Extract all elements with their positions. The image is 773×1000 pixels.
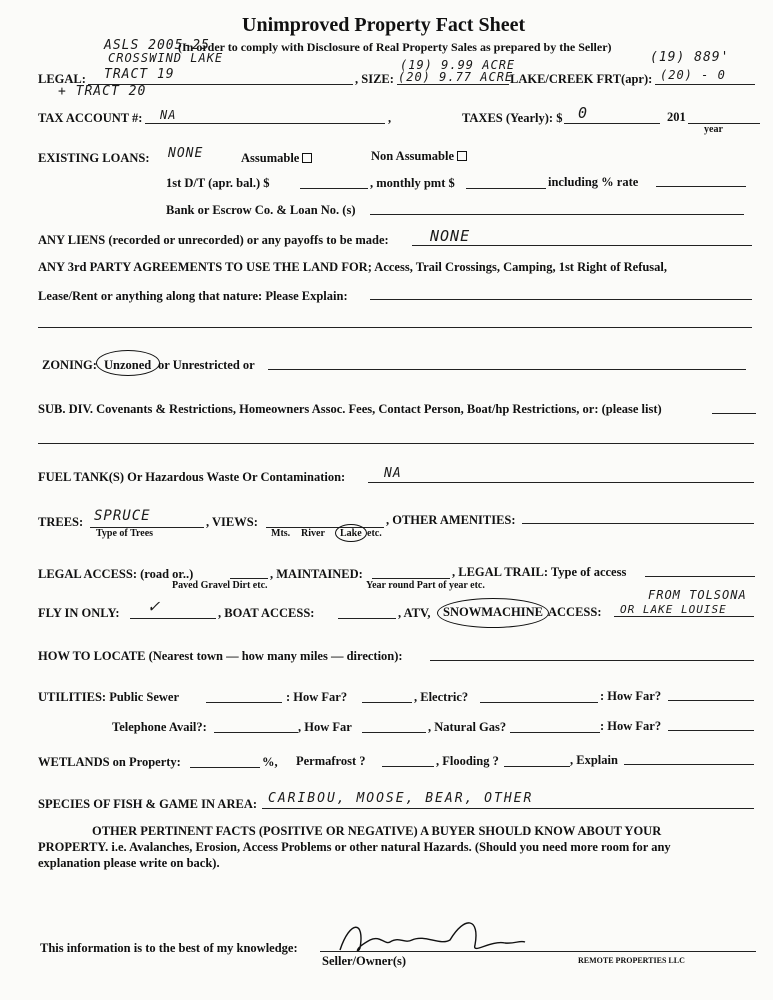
- explain-line[interactable]: [624, 764, 754, 765]
- signature-image: [330, 910, 530, 960]
- existing-loans-label: EXISTING LOANS:: [38, 151, 150, 165]
- tax-account-comma: ,: [388, 111, 392, 125]
- road-caption: Paved Gravel Dirt etc.: [172, 580, 268, 591]
- fly-in-line[interactable]: [130, 618, 216, 619]
- views-lake-circle: [335, 524, 367, 542]
- permafrost-label: Permafrost ?: [296, 754, 366, 768]
- signature-line[interactable]: [320, 951, 756, 952]
- other-amenities-label: , OTHER AMENITIES:: [386, 513, 516, 527]
- trees-label: TREES:: [38, 515, 84, 529]
- subdiv-line[interactable]: [712, 413, 756, 414]
- legal-access-label: LEGAL ACCESS: (road or..): [38, 567, 194, 581]
- monthly-pmt-line[interactable]: [466, 188, 546, 189]
- rate-line[interactable]: [656, 186, 746, 187]
- tax-account-label: TAX ACCOUNT #:: [38, 111, 143, 125]
- locate-line[interactable]: [430, 660, 754, 661]
- third-party-label: ANY 3rd PARTY AGREEMENTS TO USE THE LAND FOR; Access, Trail Crossings, Camping, 1st Right of Refusal,: [38, 260, 668, 274]
- year-round-caption: Year round Part of year etc.: [366, 580, 485, 591]
- maintained-label: , MAINTAINED:: [270, 567, 363, 581]
- views-label: , VIEWS:: [206, 515, 258, 529]
- year-prefix: 201: [667, 110, 686, 124]
- bank-label: Bank or Escrow Co. & Loan No. (s): [166, 203, 356, 217]
- flooding-label: , Flooding ?: [436, 754, 499, 768]
- fuel-value: NA: [384, 466, 402, 481]
- non-assumable-checkbox[interactable]: [457, 151, 467, 161]
- telephone-how-far-label: , How Far: [298, 720, 352, 734]
- liens-label: ANY LIENS (recorded or unrecorded) or any payoffs to be made:: [38, 233, 389, 247]
- boat-access-line[interactable]: [338, 618, 396, 619]
- subdivision-name-handwriting: CROSSWIND LAKE: [108, 51, 224, 65]
- lease-label: Lease/Rent or anything along that nature: Please Explain:: [38, 289, 348, 303]
- natural-gas-line[interactable]: [510, 732, 600, 733]
- electric-how-far-line[interactable]: [668, 700, 754, 701]
- zoning-label: ZONING:: [42, 358, 97, 372]
- pertinent-line-3: explanation please write on back).: [38, 856, 220, 870]
- species-line[interactable]: [262, 808, 754, 809]
- frontage-19: (19) 889': [650, 50, 730, 65]
- taxes-label: TAXES (Yearly): $: [462, 111, 563, 125]
- legal-trail-line[interactable]: [645, 576, 755, 577]
- gas-how-far-line[interactable]: [668, 730, 754, 731]
- access-line[interactable]: [614, 616, 754, 617]
- snowmachine-label: SNOWMACHINE: [443, 605, 544, 619]
- zoning-unzoned: Unzoned: [104, 358, 152, 372]
- taxes-value: 0: [578, 104, 589, 122]
- access-label: ACCESS:: [548, 605, 602, 619]
- assumable-checkbox[interactable]: [302, 153, 312, 163]
- sewer-how-far-line[interactable]: [362, 702, 412, 703]
- wetlands-line[interactable]: [190, 767, 260, 768]
- telephone-label: Telephone Avail?:: [112, 720, 207, 734]
- permafrost-line[interactable]: [382, 766, 434, 767]
- subdiv-line-2[interactable]: [38, 443, 754, 444]
- electric-label: , Electric?: [414, 690, 469, 704]
- pertinent-line-2: PROPERTY. i.e. Avalanches, Erosion, Access Problems or other natural Hazards. (Should you need more room for any: [38, 840, 671, 854]
- boat-access-label: , BOAT ACCESS:: [218, 606, 315, 620]
- size-line[interactable]: [397, 84, 509, 85]
- liens-line[interactable]: [412, 245, 752, 246]
- electric-line[interactable]: [480, 702, 598, 703]
- zoning-line[interactable]: [268, 369, 746, 370]
- legal-tract-20: + TRACT 20: [58, 84, 147, 99]
- frontage-label: LAKE/CREEK FRT(apr):: [510, 72, 653, 86]
- legal-label: LEGAL:: [38, 72, 86, 86]
- legal-trail-label: , LEGAL TRAIL: Type of access: [452, 565, 627, 579]
- fly-in-label: FLY IN ONLY:: [38, 606, 120, 620]
- trees-value: SPRUCE: [94, 508, 151, 524]
- atv-label: , ATV,: [398, 606, 431, 620]
- access-or: OR LAKE LOUISE: [620, 603, 727, 616]
- views-caption-etc: etc.: [367, 528, 382, 539]
- gas-how-far-label: : How Far?: [600, 719, 662, 733]
- year-caption: year: [704, 124, 723, 135]
- including-rate-label: including % rate: [548, 175, 639, 189]
- existing-loans-value: NONE: [168, 146, 204, 161]
- lease-line-2[interactable]: [38, 327, 752, 328]
- other-amenities-line[interactable]: [522, 523, 754, 524]
- telephone-how-far-line[interactable]: [362, 732, 426, 733]
- pertinent-line-1: OTHER PERTINENT FACTS (POSITIVE OR NEGATIVE) A BUYER SHOULD KNOW ABOUT YOUR: [92, 824, 662, 838]
- non-assumable-label: Non Assumable: [371, 149, 455, 163]
- dt-label: 1st D/T (apr. bal.) $: [166, 176, 270, 190]
- legal-tract-19: TRACT 19: [104, 67, 175, 82]
- page-title: Unimproved Property Fact Sheet: [242, 14, 526, 36]
- views-caption-lake: Lake: [340, 528, 362, 539]
- species-label: SPECIES OF FISH & GAME IN AREA:: [38, 797, 258, 811]
- explain-label: , Explain: [570, 753, 618, 767]
- frontage-line[interactable]: [655, 84, 755, 85]
- fuel-line[interactable]: [368, 482, 754, 483]
- species-value: CARIBOU, MOOSE, BEAR, OTHER: [268, 791, 534, 806]
- fly-in-check: ✓: [148, 596, 160, 617]
- zoning-rest: or Unrestricted or: [158, 358, 255, 372]
- percent-label: %,: [262, 755, 278, 769]
- views-caption-mts: Mts.: [271, 528, 291, 539]
- bank-line[interactable]: [370, 214, 744, 215]
- maintained-line[interactable]: [372, 578, 450, 579]
- year-line[interactable]: [688, 123, 760, 124]
- company-name: REMOTE PROPERTIES LLC: [578, 956, 685, 965]
- knowledge-label: This information is to the best of my knowledge:: [40, 941, 298, 955]
- seller-label: Seller/Owner(s): [322, 954, 407, 968]
- tax-account-value: NA: [160, 108, 177, 122]
- frontage-20: (20) - 0: [660, 68, 726, 82]
- non-assumable-option[interactable]: [371, 149, 467, 164]
- legal-access-line[interactable]: [230, 578, 268, 579]
- sewer-how-far-label: : How Far?: [286, 690, 348, 704]
- utilities-label: UTILITIES: Public Sewer: [38, 690, 179, 704]
- wetlands-label: WETLANDS on Property:: [38, 755, 181, 769]
- liens-value: NONE: [430, 227, 471, 245]
- flooding-line[interactable]: [504, 766, 570, 767]
- locate-label: HOW TO LOCATE (Nearest town — how many miles — direction):: [38, 649, 403, 663]
- natural-gas-label: , Natural Gas?: [428, 720, 507, 734]
- taxes-line[interactable]: [564, 123, 660, 124]
- monthly-pmt-label: , monthly pmt $: [370, 176, 455, 190]
- zoning-unzoned-circle: [96, 350, 160, 376]
- views-caption-river: River: [301, 528, 325, 539]
- fuel-label: FUEL TANK(S) Or Hazardous Waste Or Contamination:: [38, 470, 346, 484]
- page-subtitle: (In order to comply with Disclosure of Real Property Sales as prepared by the Seller): [178, 40, 612, 54]
- telephone-line[interactable]: [214, 732, 298, 733]
- size-19: (19) 9.99 ACRE: [400, 58, 516, 72]
- type-of-trees-caption: Type of Trees: [96, 528, 154, 539]
- size-label: , SIZE:: [355, 72, 394, 86]
- size-20: (20) 9.77 ACRE: [398, 70, 514, 84]
- tax-account-line[interactable]: [145, 123, 385, 124]
- subdiv-label: SUB. DIV. Covenants & Restrictions, Homeowners Assoc. Fees, Contact Person, Boat/hp Restrictions, or: (please list): [38, 402, 662, 416]
- subdivision-handwriting: ASLS 2005-25: [104, 38, 210, 53]
- lease-line[interactable]: [370, 299, 752, 300]
- sewer-line[interactable]: [206, 702, 282, 703]
- snowmachine-circle: [437, 598, 549, 628]
- assumable-label: Assumable: [241, 151, 300, 165]
- dt-balance-line[interactable]: [300, 188, 368, 189]
- electric-how-far-label: : How Far?: [600, 689, 662, 703]
- access-from: FROM TOLSONA: [648, 588, 747, 602]
- assumable-option[interactable]: [241, 151, 312, 166]
